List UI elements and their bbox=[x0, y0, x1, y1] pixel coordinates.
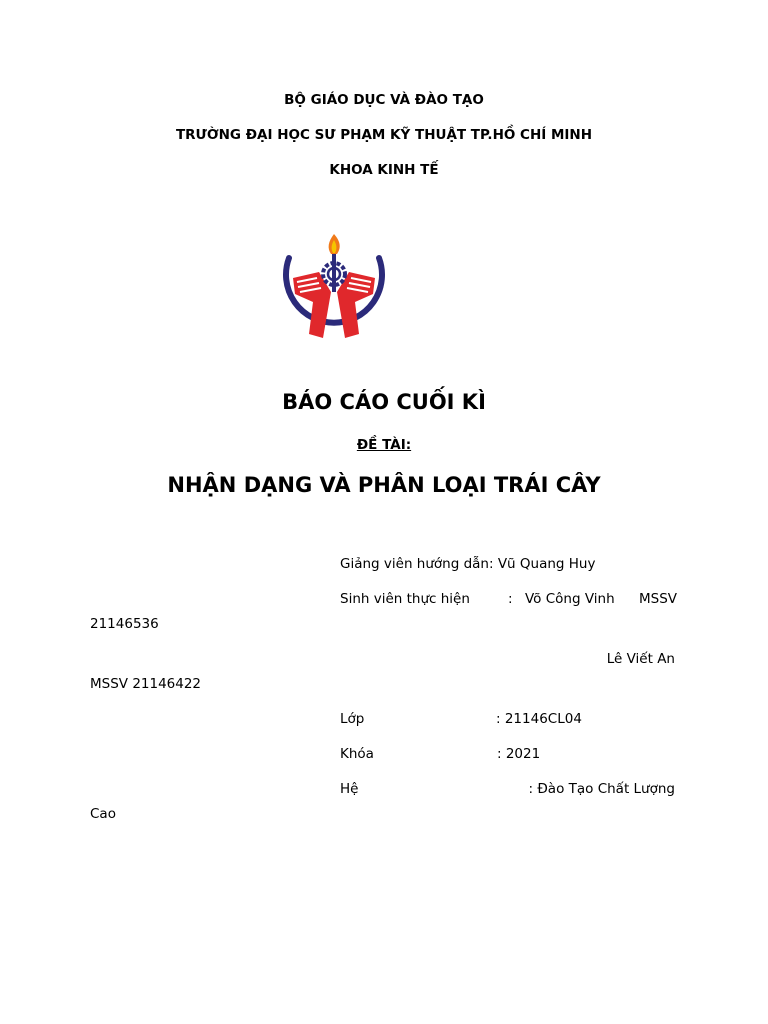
system-value-cont: Cao bbox=[90, 806, 116, 822]
course-value: : 2021 bbox=[497, 746, 541, 762]
student2-mssv: MSSV 21146422 bbox=[90, 676, 202, 692]
class-value: : 21146CL04 bbox=[496, 711, 582, 727]
topic-title: NHẬN DẠNG VÀ PHÂN LOẠI TRÁI CÂY bbox=[167, 473, 601, 497]
topic-label: ĐỀ TÀI: bbox=[356, 437, 412, 453]
report-title: BÁO CÁO CUỐI KÌ bbox=[282, 390, 486, 414]
ministry-name: BỘ GIÁO DỤC VÀ ĐÀO TẠO bbox=[284, 92, 484, 108]
student1-mssv-label: MSSV bbox=[639, 591, 678, 607]
students-label: Sinh viên thực hiện bbox=[340, 591, 470, 607]
university-emblem-logo bbox=[279, 232, 389, 348]
students-colon: : bbox=[508, 591, 513, 607]
student1-name: Võ Công Vinh bbox=[525, 591, 615, 607]
system-value: : Đào Tạo Chất Lượng bbox=[528, 781, 675, 797]
student1-mssv-value: 21146536 bbox=[90, 616, 159, 632]
university-name: TRƯỜNG ĐẠI HỌC SƯ PHẠM KỸ THUẬT TP.HỒ CHÍ MINH bbox=[175, 127, 593, 143]
student2-name: Lê Viết An bbox=[606, 651, 675, 667]
faculty-name: KHOA KINH TẾ bbox=[329, 162, 439, 178]
class-label: Lớp bbox=[340, 711, 365, 727]
course-label: Khóa bbox=[340, 746, 374, 762]
advisor-line: Giảng viên hướng dẫn: Vũ Quang Huy bbox=[340, 556, 596, 572]
system-label: Hệ bbox=[340, 781, 359, 797]
